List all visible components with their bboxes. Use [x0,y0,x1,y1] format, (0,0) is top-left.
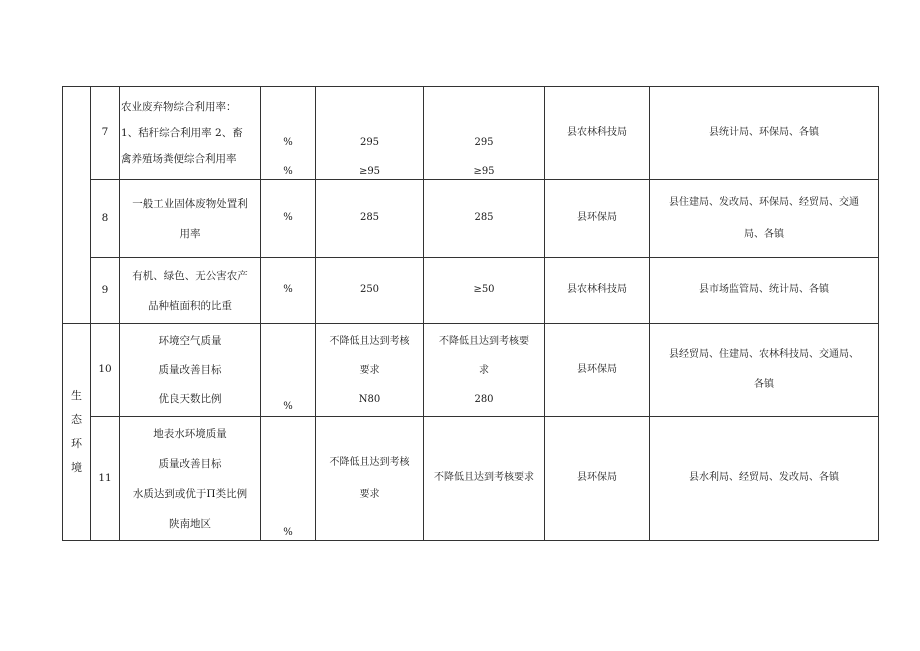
current-value: 不降低且达到考核 [329,456,410,468]
coop-line: 县水利局、经贸局、发改局、各镇 [689,472,839,484]
target-value: 285 [424,180,545,258]
current-value: 要求 [359,364,380,376]
category-char: 生 [71,389,82,402]
lead-department: 县农林科技局 [545,87,650,180]
cooperating-departments [650,324,879,417]
target-value: 295 [474,137,494,148]
category-ecology [63,324,91,541]
indicator-name [120,87,261,180]
indicator-name [120,417,261,541]
coop-line: 县经贸局、住建局、农林科技局、交通局、 [669,349,859,360]
indicator-line: 用率 [179,227,201,240]
target-value: 不降低且达到考核要求 [424,417,545,541]
current-value: ≥95 [358,166,381,177]
unit-value: % [283,527,293,538]
coop-line: 县市场监管局、统计局、各镇 [699,284,829,296]
indicator-line: 水质达到或优于П类比例 [132,487,248,500]
row-number: 8 [91,180,120,258]
cooperating-departments [650,417,879,541]
indicator-line: 禽养殖场粪便综合利用率 [121,153,237,165]
current-value-cell [316,87,424,180]
category-cell-previous [63,87,91,324]
unit-value: % [283,401,293,412]
indicator-line: 品种植面积的比重 [148,299,232,312]
category-char: 态 [71,413,82,426]
indicator-line: 质量改善目标 [158,457,222,470]
current-value-cell [316,417,424,541]
table-row [63,258,879,324]
indicator-line: 有机、绿色、无公害农产 [132,269,248,282]
unit-cell [261,87,316,180]
table-row [63,87,879,180]
current-value: 要求 [359,488,380,500]
row-number: 7 [91,87,120,180]
indicator-line: 优良天数比例 [158,392,222,405]
target-value: 280 [474,393,494,405]
indicator-line: 陕南地区 [169,517,211,530]
indicator-line: 质量改善目标 [158,363,222,376]
coop-line: 县统计局、环保局、各镇 [709,126,819,138]
current-value: 295 [359,137,380,148]
coop-line: 局、各镇 [744,228,784,240]
table-row [63,180,879,258]
target-value-cell [424,87,545,180]
unit-value: % [261,258,316,324]
target-value-cell [424,324,545,417]
current-value: 不降低且达到考核 [329,335,410,347]
target-value: 不降低且达到考核要 [439,335,529,347]
target-value: ≥95 [473,166,495,177]
indicator-name [120,180,261,258]
current-value: 285 [316,180,424,258]
target-value: 求 [479,364,489,376]
indicator-line: 环境空气质量 [158,334,222,347]
unit-cell [261,417,316,541]
indicator-line: 一般工业固体废物处置利 [132,197,248,210]
category-char: 环 [71,437,82,450]
coop-line: 各镇 [754,379,774,390]
table-row [63,324,879,417]
row-number: 10 [91,324,120,417]
table-row [63,417,879,541]
current-value-cell [316,324,424,417]
current-value: 250 [316,258,424,324]
indicator-table [62,86,879,541]
current-value: N80 [358,393,381,405]
indicator-line: 农业废弃物综合利用率： [121,101,237,113]
row-number: 11 [91,417,120,541]
category-char: 境 [71,461,82,474]
indicator-line: 1、秸秆综合利用率 2、畜 [121,127,243,139]
lead-department: 县环保局 [545,180,650,258]
indicator-name [120,258,261,324]
cooperating-departments [650,87,879,180]
unit-cell [261,324,316,417]
target-value: ≥50 [424,258,545,324]
lead-department: 县环保局 [545,324,650,417]
cooperating-departments [650,258,879,324]
unit-value: % [261,180,316,258]
row-number: 9 [91,258,120,324]
indicator-name [120,324,261,417]
unit-value: % [283,137,293,148]
lead-department: 县环保局 [545,417,650,541]
indicator-line: 地表水环境质量 [153,427,227,440]
lead-department: 县农林科技局 [545,258,650,324]
unit-value: % [283,166,293,177]
coop-line: 县住建局、发改局、环保局、经贸局、交通 [669,196,859,208]
cooperating-departments [650,180,879,258]
